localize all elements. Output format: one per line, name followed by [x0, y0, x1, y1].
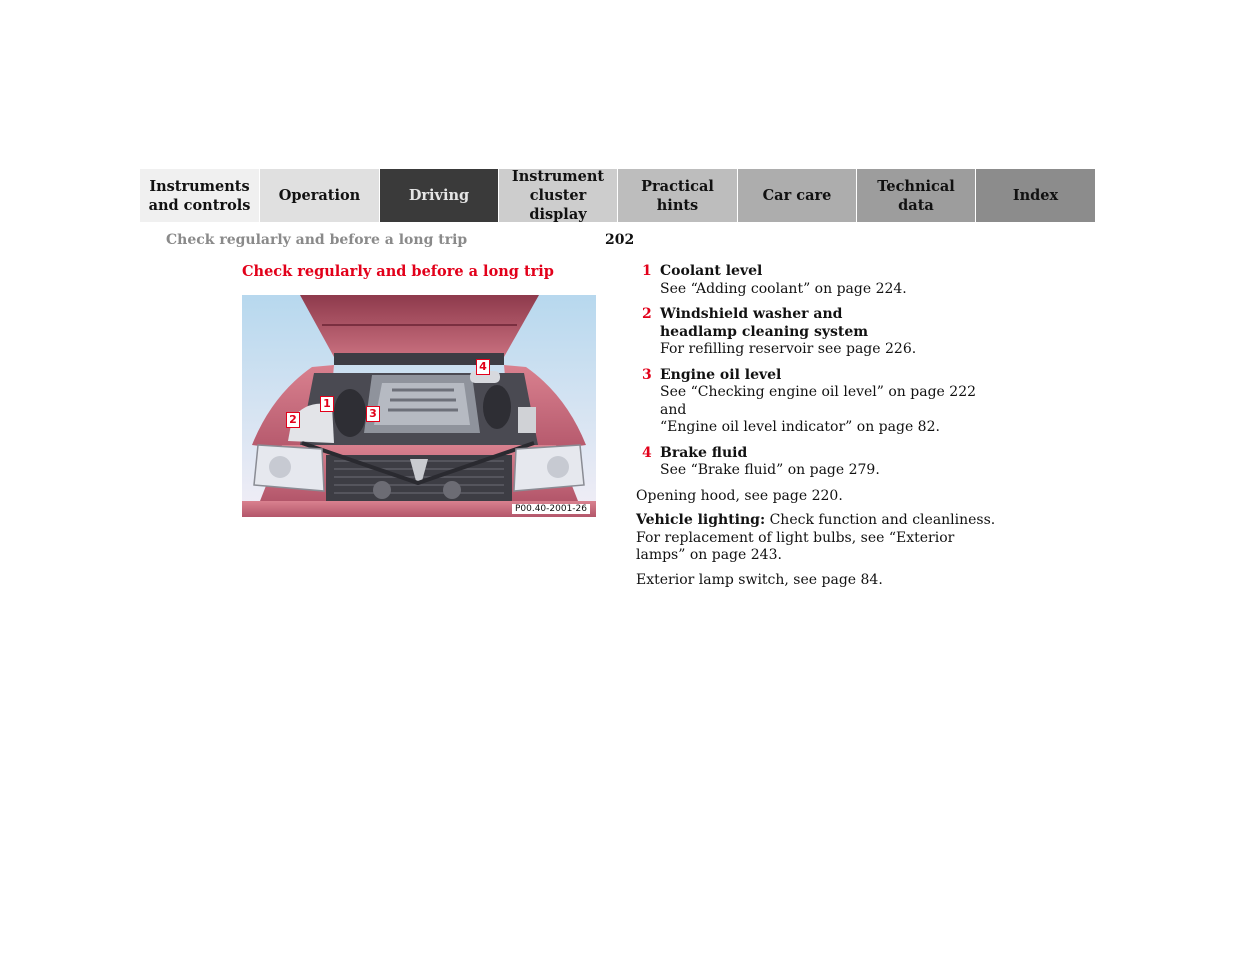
item-description: See “Brake fluid” on page 279.: [660, 462, 880, 478]
item-title: Coolant level: [660, 263, 763, 279]
list-item: [636, 367, 1006, 437]
exterior-lamp-note: Exterior lamp switch, see page 84.: [636, 571, 883, 588]
tab-practical-hints[interactable]: Practical hints: [618, 169, 738, 222]
item-title: Brake fluid: [660, 444, 748, 461]
item-number: 1: [642, 263, 652, 279]
callout-1: 1: [320, 396, 334, 412]
item-description: See “Checking engine oil level” on page 222 and “Engine oil level indicator” on page 82.: [660, 384, 977, 435]
engine-compartment-illustration: [242, 295, 596, 517]
list-item: [636, 263, 1006, 298]
vehicle-lighting-text: Check function and cleanliness. For replacement of light bulbs, see “Exterior lamps” on page 243.: [636, 512, 996, 563]
tab-index[interactable]: Index: [976, 169, 1095, 222]
tab-technical-data[interactable]: Technical data: [857, 169, 976, 222]
tab-instrument-cluster-display[interactable]: Instrument cluster display: [499, 169, 618, 222]
item-number: 2: [642, 306, 652, 322]
vehicle-lighting-label: Vehicle lighting:: [636, 512, 766, 528]
item-title: Engine oil level: [660, 366, 782, 383]
section-title: Check regularly and before a long trip: [242, 263, 554, 280]
checklist: [636, 263, 1006, 596]
opening-hood-note: Opening hood, see page 220.: [636, 487, 843, 504]
breadcrumb: Check regularly and before a long trip: [166, 232, 468, 248]
section-nav: [140, 169, 1095, 222]
item-number: 4: [642, 444, 652, 461]
callout-3: 3: [366, 406, 380, 422]
list-item: [636, 445, 1006, 480]
list-item: [636, 306, 1006, 359]
item-description: See “Adding coolant” on page 224.: [660, 280, 907, 297]
tab-operation[interactable]: Operation: [260, 169, 380, 222]
tab-instruments-and-controls[interactable]: Instruments and controls: [140, 169, 260, 222]
tab-car-care[interactable]: Car care: [738, 169, 857, 222]
callout-4: 4: [476, 359, 490, 375]
figure-code: P00.40-2001-26: [512, 504, 590, 514]
vehicle-lighting-note: [636, 512, 1006, 565]
page-number: 202: [605, 232, 635, 248]
item-title: Windshield washer and headlamp cleaning system: [660, 306, 869, 340]
callout-2: 2: [286, 412, 300, 428]
tab-driving[interactable]: Driving: [380, 169, 499, 222]
item-number: 3: [642, 366, 652, 383]
item-description: For refilling reservoir see page 226.: [660, 341, 917, 357]
